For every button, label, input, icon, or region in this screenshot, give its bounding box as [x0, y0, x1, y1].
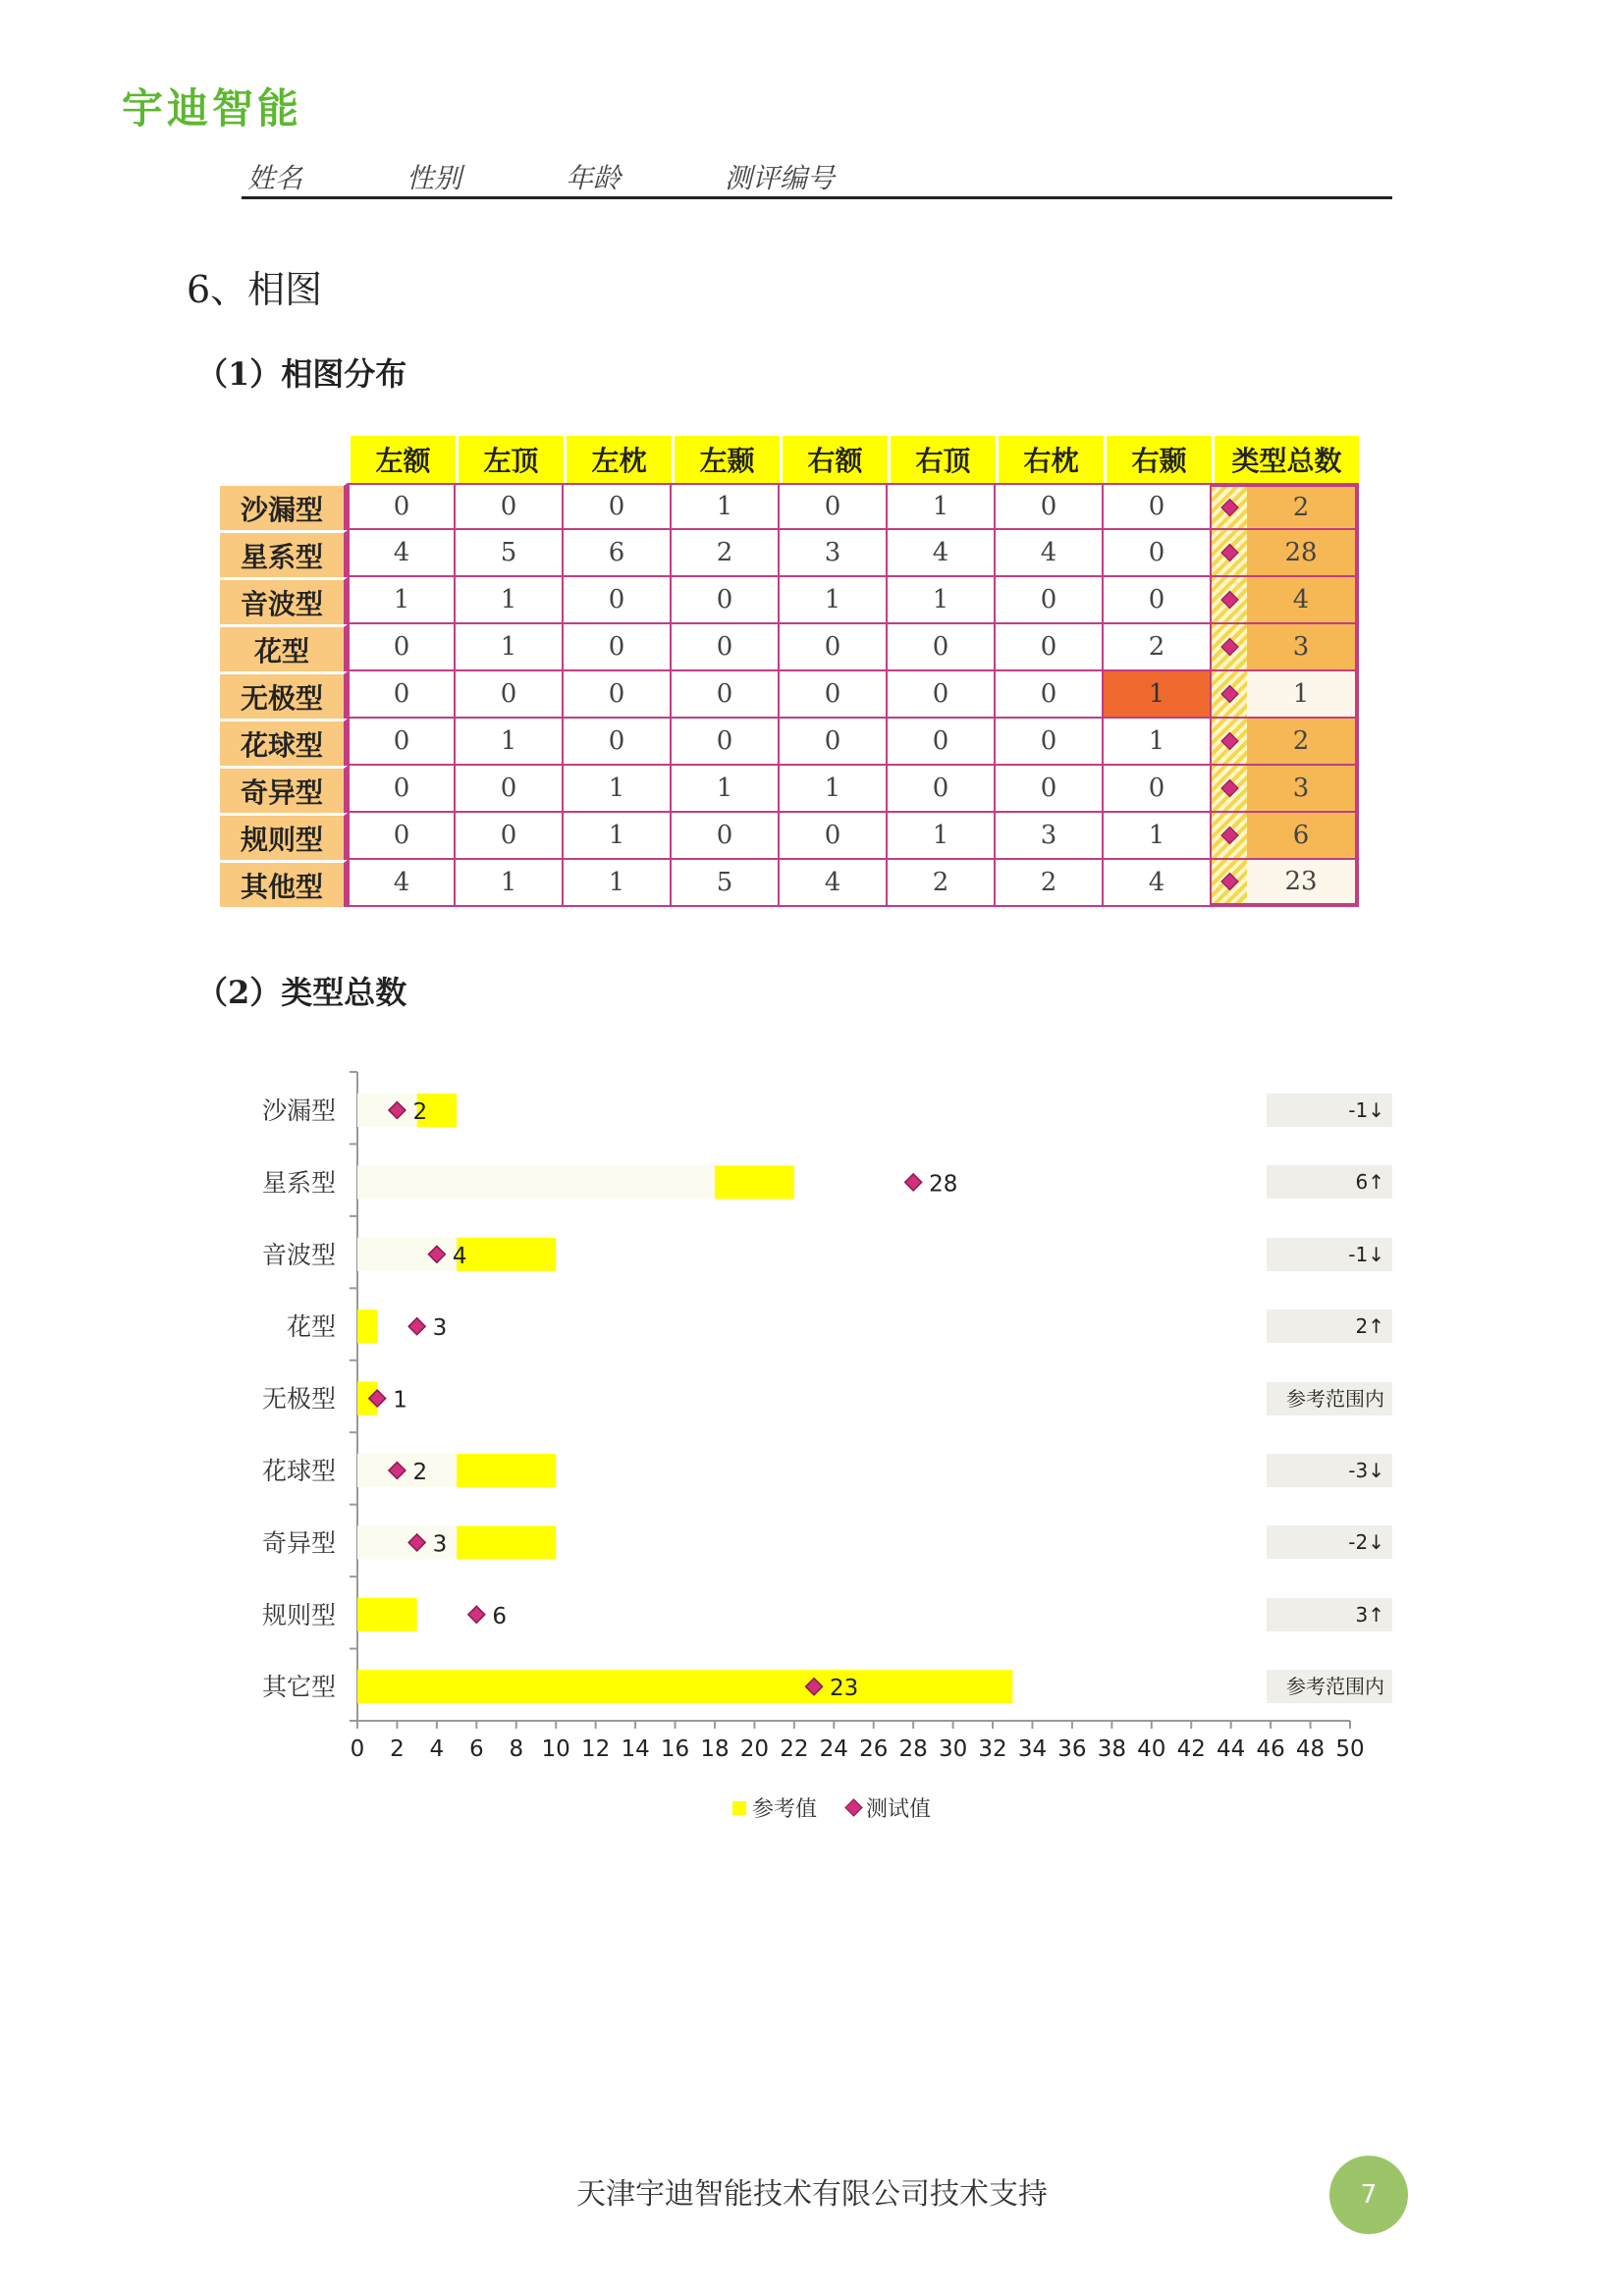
table-cell: 1	[1104, 671, 1212, 719]
section-title: 6、相图	[187, 268, 323, 311]
table-cell: 4	[996, 530, 1104, 577]
row-header: 花球型	[220, 719, 348, 766]
table-cell: 0	[564, 624, 672, 671]
reference-bar	[357, 1670, 1012, 1703]
table-cell: 5	[672, 860, 780, 907]
x-tick-label: 42	[1176, 1736, 1206, 1762]
row-header: 奇异型	[220, 766, 348, 813]
legend-test-label: 测试值	[866, 1797, 932, 1822]
table-cell: 0	[564, 577, 672, 624]
test-value-label: 2	[412, 1099, 428, 1125]
row-header: 花型	[220, 624, 348, 671]
x-tick-label: 2	[390, 1736, 405, 1762]
table-cell: 0	[1104, 766, 1212, 813]
reference-band-lead	[357, 1094, 417, 1127]
column-header: 右枕	[996, 436, 1104, 483]
total-value: 28	[1284, 538, 1318, 567]
x-tick-label: 14	[621, 1736, 650, 1762]
age-label: 年龄	[566, 162, 622, 194]
test-value-label: 23	[830, 1676, 859, 1702]
table-cell: 0	[348, 483, 456, 530]
table-cell: 0	[996, 624, 1104, 671]
table-cell: 0	[996, 719, 1104, 766]
table-cell: 0	[672, 671, 780, 719]
table-cell: 0	[672, 577, 780, 624]
test-value-label: 6	[492, 1603, 507, 1629]
table-cell: 0	[456, 483, 564, 530]
x-tick-label: 18	[700, 1736, 730, 1762]
table-cell: 1	[564, 813, 672, 860]
table-cell: 1	[564, 860, 672, 907]
table-cell: 1	[780, 766, 888, 813]
column-header: 右颞	[1104, 436, 1212, 483]
table-cell: 0	[780, 671, 888, 719]
table-cell: 1	[1104, 813, 1212, 860]
test-value-marker	[408, 1318, 425, 1335]
subsection-distribution-title: （1）相图分布	[196, 355, 407, 393]
table-cell: 0	[672, 719, 780, 766]
table-cell: 0	[564, 719, 672, 766]
column-header: 右顶	[888, 436, 996, 483]
table-cell: 2	[672, 530, 780, 577]
status-badge: 6↑	[1267, 1165, 1392, 1199]
reference-bar	[457, 1238, 556, 1271]
category-label: 奇异型	[261, 1528, 336, 1558]
total-value: 6	[1292, 821, 1310, 850]
category-label: 花球型	[261, 1457, 336, 1485]
table-cell: 0	[996, 483, 1104, 530]
status-badge: 2↑	[1267, 1309, 1392, 1343]
footer-text: 天津宇迪智能技术有限公司技术支持	[576, 2177, 1048, 2212]
category-label: 花型	[286, 1312, 336, 1342]
reference-band-lead	[357, 1454, 457, 1487]
test-value-marker	[905, 1174, 922, 1191]
reference-bar	[457, 1454, 556, 1487]
table-cell: 0	[456, 766, 564, 813]
table-cell: 0	[1104, 530, 1212, 577]
table-cell: 0	[456, 671, 564, 719]
total-value: 3	[1292, 774, 1310, 803]
column-header: 左额	[348, 436, 456, 483]
table-cell: 0	[348, 813, 456, 860]
table-cell: 0	[564, 671, 672, 719]
x-tick-label: 16	[660, 1736, 690, 1762]
test-value-label: 3	[432, 1531, 448, 1558]
table-cell: 4	[348, 860, 456, 907]
table-cell: 3	[996, 813, 1104, 860]
x-tick-label: 0	[350, 1736, 365, 1762]
test-value-label: 4	[452, 1243, 467, 1269]
table-cell: 0	[996, 766, 1104, 813]
x-tick-label: 8	[509, 1736, 524, 1762]
table-cell: 2	[1104, 624, 1212, 671]
reference-bar	[357, 1309, 377, 1343]
table-cell: 1	[456, 860, 564, 907]
x-tick-label: 40	[1137, 1736, 1166, 1762]
row-header: 沙漏型	[220, 483, 348, 530]
x-tick-label: 6	[468, 1736, 484, 1762]
total-value: 23	[1284, 867, 1318, 896]
table-cell: 0	[780, 719, 888, 766]
table-cell: 4	[780, 860, 888, 907]
table-cell: 0	[1104, 483, 1212, 530]
table-cell: 0	[888, 719, 996, 766]
total-value: 4	[1292, 585, 1310, 614]
table-cell: 0	[996, 671, 1104, 719]
x-tick-label: 48	[1295, 1736, 1326, 1762]
total-value: 3	[1292, 632, 1310, 662]
table-cell: 1	[564, 766, 672, 813]
category-label: 星系型	[261, 1168, 336, 1198]
table-cell: 6	[564, 530, 672, 577]
status-badge: -1↓	[1267, 1238, 1392, 1271]
assessment-id-label: 测评编号	[725, 162, 836, 194]
table-cell: 4	[888, 530, 996, 577]
total-value: 2	[1292, 726, 1310, 756]
test-value-label: 3	[432, 1315, 448, 1342]
table-cell: 5	[456, 530, 564, 577]
table-cell: 1	[672, 766, 780, 813]
category-label: 沙漏型	[261, 1096, 336, 1125]
table-cell: 1	[456, 577, 564, 624]
total-value: 1	[1292, 679, 1310, 709]
x-tick-label: 50	[1335, 1736, 1365, 1762]
table-cell: 0	[1104, 577, 1212, 624]
table-cell: 1	[348, 577, 456, 624]
x-tick-label: 44	[1217, 1736, 1246, 1762]
table-cell: 0	[672, 624, 780, 671]
chart-legend	[732, 1792, 931, 1823]
table-cell: 0	[888, 671, 996, 719]
total-column-header: 类型总数	[1212, 436, 1359, 483]
column-header: 左顶	[456, 436, 564, 483]
category-label: 其它型	[261, 1673, 336, 1702]
table-cell: 0	[564, 483, 672, 530]
table-cell: 1	[672, 483, 780, 530]
status-badge: -1↓	[1267, 1094, 1392, 1127]
table-cell: 0	[348, 766, 456, 813]
table-cell: 1	[456, 719, 564, 766]
table-cell: 3	[780, 530, 888, 577]
x-tick-label: 28	[898, 1736, 928, 1762]
x-tick-label: 24	[819, 1736, 848, 1762]
test-value-label: 2	[412, 1460, 428, 1485]
table-cell: 0	[888, 624, 996, 671]
reference-bar	[457, 1525, 556, 1559]
x-tick-label: 20	[739, 1736, 770, 1762]
table-cell: 0	[996, 577, 1104, 624]
total-value: 2	[1292, 493, 1310, 522]
row-header: 星系型	[220, 530, 348, 577]
status-badge: 参考范围内	[1267, 1670, 1392, 1703]
column-header: 右额	[780, 436, 888, 483]
x-tick-label: 12	[580, 1736, 611, 1762]
name-label: 姓名	[247, 162, 303, 194]
reference-band-lead	[357, 1165, 715, 1199]
legend-test-swatch	[844, 1798, 862, 1816]
table-cell: 4	[348, 530, 456, 577]
subsection-type-totals-title: （2）类型总数	[196, 974, 407, 1011]
table-cell: 0	[780, 813, 888, 860]
table-cell: 0	[888, 766, 996, 813]
test-value-label: 1	[393, 1387, 407, 1414]
brand-logo: 宇迪智能	[122, 84, 303, 133]
row-header: 无极型	[220, 671, 348, 719]
reference-bar	[715, 1165, 794, 1199]
column-header: 左枕	[564, 436, 672, 483]
category-label: 音波型	[261, 1240, 336, 1269]
status-badge: -2↓	[1267, 1525, 1392, 1559]
x-tick-label: 30	[938, 1736, 968, 1762]
table-cell: 0	[780, 624, 888, 671]
row-header: 规则型	[220, 813, 348, 860]
test-value-label: 28	[929, 1171, 958, 1198]
legend-reference-label: 参考值	[752, 1797, 818, 1822]
x-tick-label: 4	[429, 1736, 445, 1762]
test-value-marker	[468, 1606, 485, 1623]
x-tick-label: 46	[1256, 1736, 1285, 1762]
reference-bar	[357, 1598, 417, 1631]
category-label: 无极型	[261, 1384, 336, 1414]
status-badge: -3↓	[1267, 1454, 1392, 1487]
x-tick-label: 38	[1097, 1736, 1127, 1762]
table-cell: 2	[888, 860, 996, 907]
x-tick-label: 32	[978, 1736, 1007, 1762]
category-label: 规则型	[261, 1600, 336, 1629]
x-tick-label: 36	[1057, 1736, 1087, 1762]
table-cell: 0	[456, 813, 564, 860]
status-badge: 参考范围内	[1267, 1382, 1392, 1415]
table-cell: 0	[780, 483, 888, 530]
column-header: 左颞	[672, 436, 780, 483]
table-cell: 1	[780, 577, 888, 624]
row-header: 其他型	[220, 860, 348, 907]
legend-reference-swatch	[732, 1801, 746, 1815]
table-cell: 1	[888, 577, 996, 624]
table-cell: 1	[888, 483, 996, 530]
table-cell: 4	[1104, 860, 1212, 907]
table-cell: 0	[348, 671, 456, 719]
x-tick-label: 34	[1017, 1736, 1048, 1762]
table-cell: 1	[888, 813, 996, 860]
x-tick-label: 26	[859, 1736, 889, 1762]
table-cell: 1	[1104, 719, 1212, 766]
table-cell: 2	[996, 860, 1104, 907]
row-header: 音波型	[220, 577, 348, 624]
x-tick-label: 22	[780, 1736, 809, 1762]
page-number: 7	[1329, 2156, 1408, 2234]
table-cell: 0	[348, 624, 456, 671]
status-badge: 3↑	[1267, 1598, 1392, 1631]
table-cell: 1	[456, 624, 564, 671]
gender-label: 性别	[406, 162, 462, 194]
x-tick-label: 10	[541, 1736, 570, 1762]
table-cell: 0	[672, 813, 780, 860]
table-cell: 0	[348, 719, 456, 766]
